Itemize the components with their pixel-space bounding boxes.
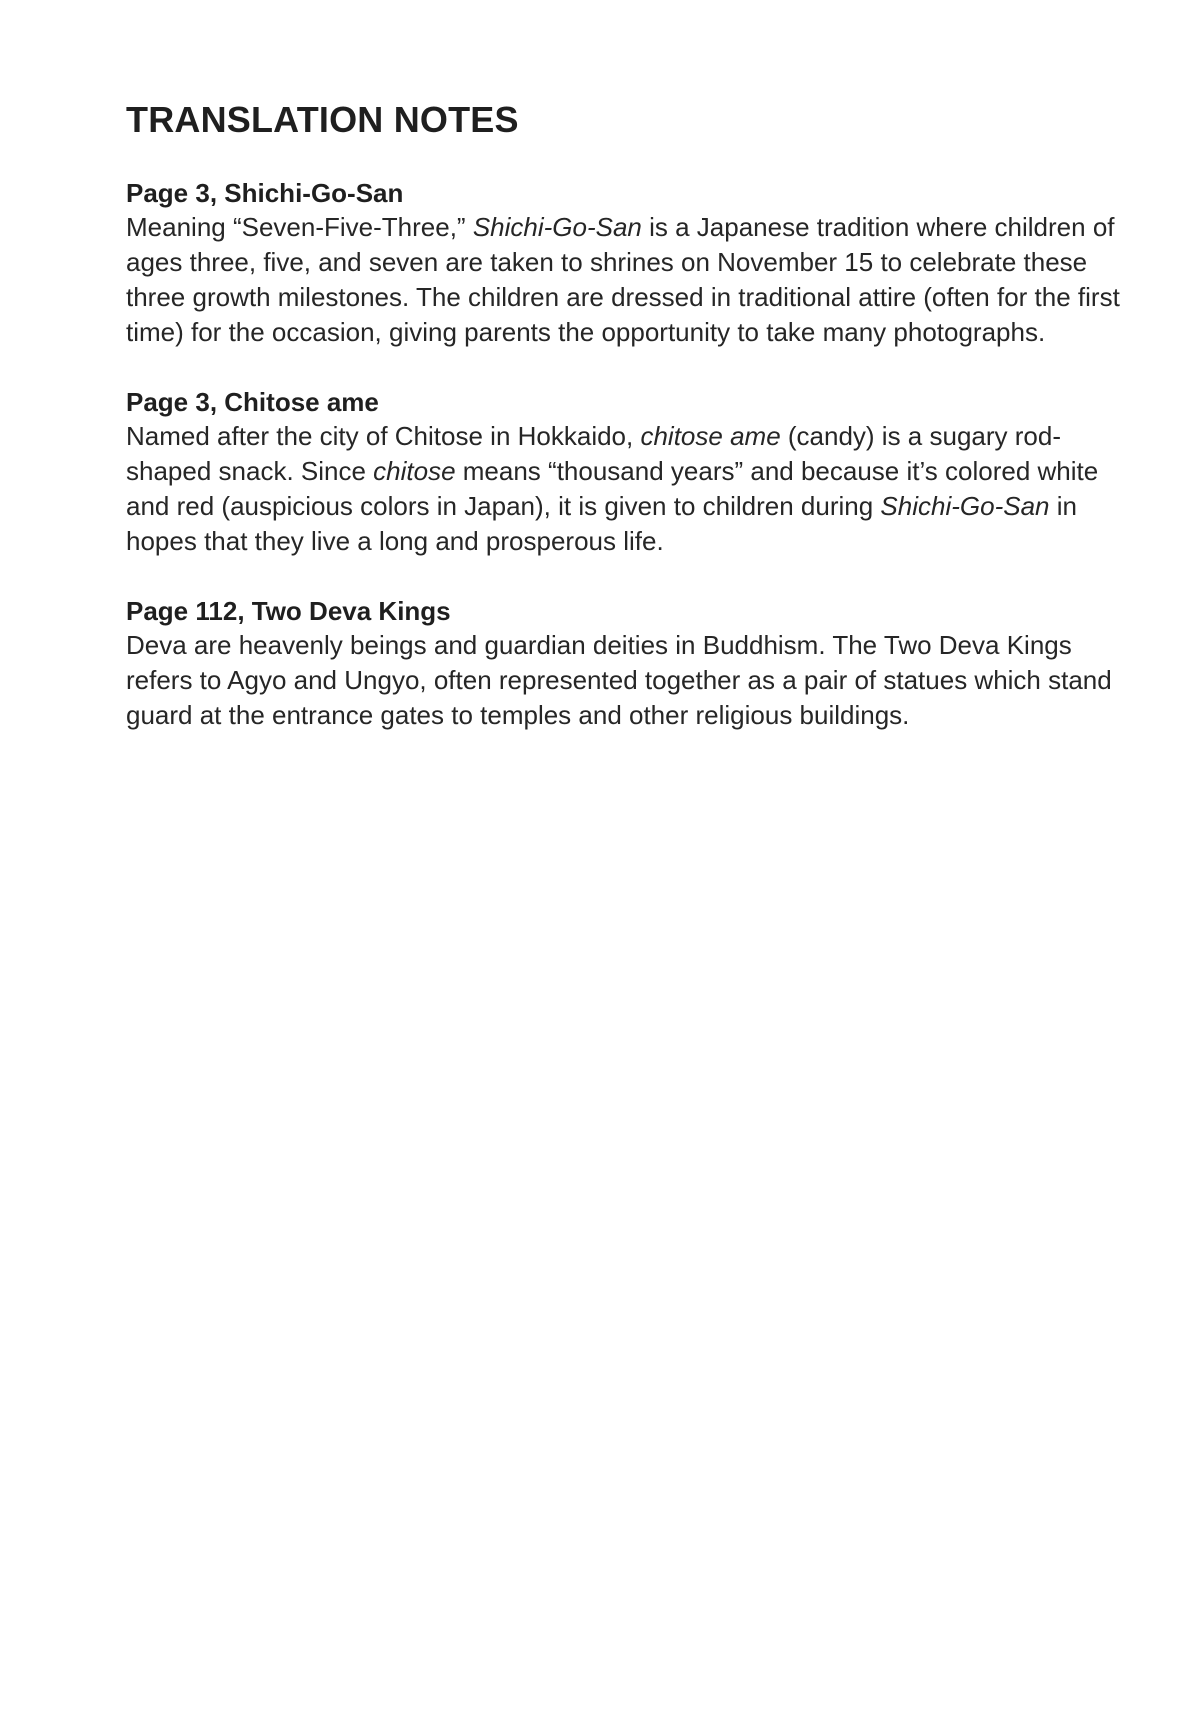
note-text-italic: chitose ame [640, 421, 781, 451]
note-text: in hopes that they live a long and prosperous life. [126, 491, 1077, 556]
note-text-italic: Shichi-Go-San [472, 212, 642, 242]
note-body [126, 419, 1126, 559]
note-text-italic: Shichi-Go-San [880, 491, 1050, 521]
note-text-italic: chitose [373, 456, 456, 486]
note-text: Deva are heavenly beings and guardian deities in Buddhism. The Two Deva Kings refers to Agyo and Ungyo, often represented together as a pair of statues which stand guard at the entrance gates to temples and other religious buildings. [126, 630, 1112, 730]
note-shichi-go-san [126, 176, 1126, 350]
note-heading: Page 3, Chitose ame [126, 387, 379, 417]
translation-notes-page [126, 96, 1126, 768]
note-text: is a Japanese tradition where children of ages three, five, and seven are taken to shrines on November 15 to celebrate these three growth milestones. The children are dressed in traditional attire (often for the first time) for the occasion, giving parents the opportunity to take many photographs. [126, 212, 1120, 347]
note-heading: Page 3, Shichi-Go-San [126, 178, 404, 208]
note-body [126, 628, 1126, 733]
note-body [126, 210, 1126, 350]
note-heading: Page 112, Two Deva Kings [126, 596, 451, 626]
note-text: Named after the city of Chitose in Hokkaido, [126, 421, 641, 451]
note-two-deva-kings [126, 594, 1126, 733]
page-title: TRANSLATION NOTES [126, 99, 519, 140]
note-text: (candy) is a sugary rod-shaped snack. Since [126, 421, 1061, 486]
note-chitose-ame [126, 385, 1126, 559]
note-text: Meaning “Seven-Five-Three,” [126, 212, 473, 242]
note-text: means “thousand years” and because it’s colored white and red (auspicious colors in Japan), it is given to children during [126, 456, 1099, 521]
